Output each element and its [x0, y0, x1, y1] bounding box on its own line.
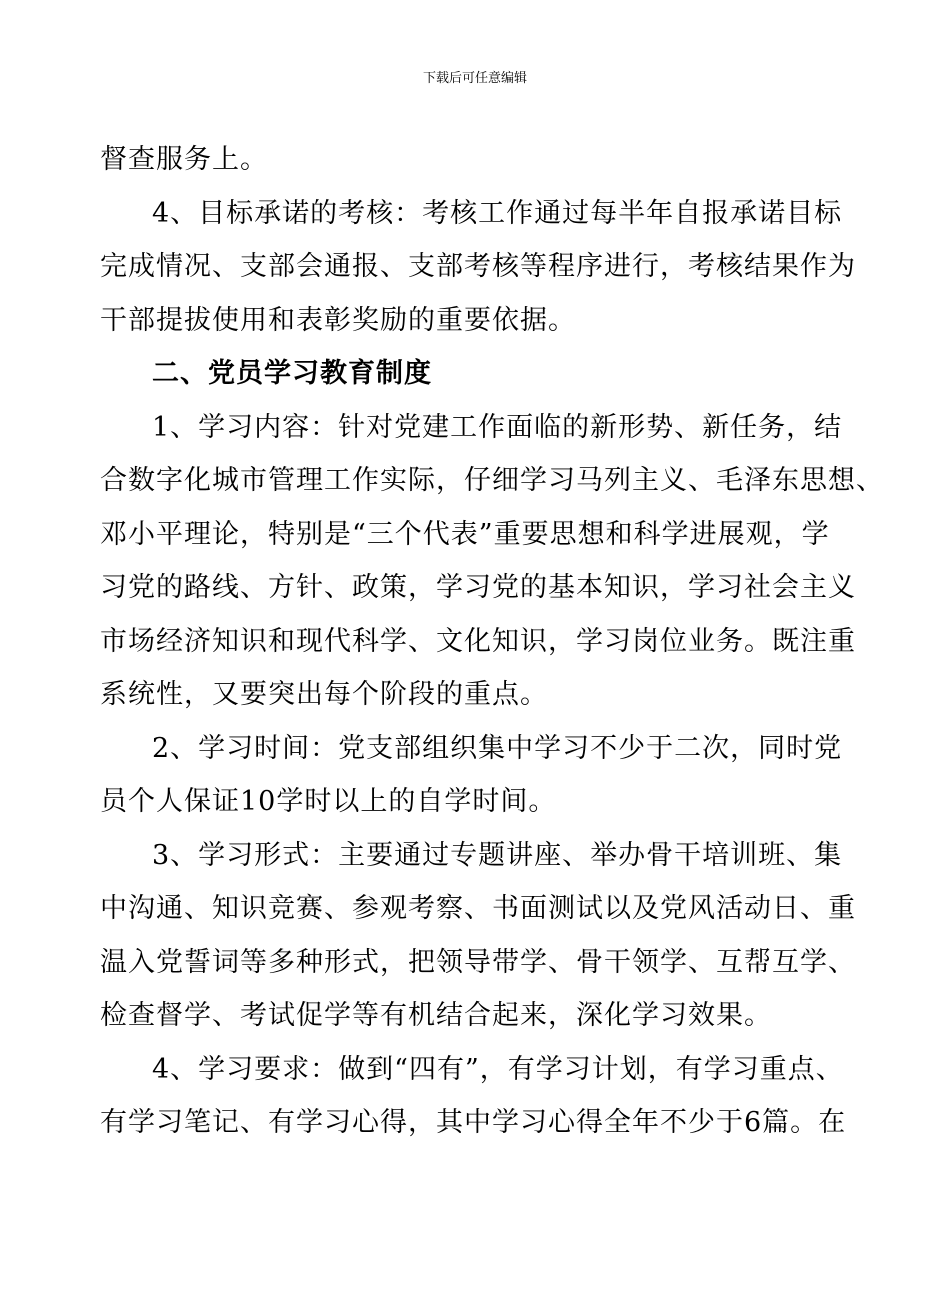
text-line: 4、学习要求：做到“四有”，有学习计划，有学习重点、	[152, 1054, 844, 1085]
text-line: 完成情况、支部会通报、支部考核等程序进行，考核结果作为	[100, 251, 856, 282]
text-line: 1、学习内容：针对党建工作面临的新形势、新任务，结	[152, 412, 843, 443]
text-line: 合数字化城市管理工作实际，仔细学习马列主义、毛泽东思想、	[100, 465, 884, 496]
text-line: 有学习笔记、有学习心得，其中学习心得全年不少于6篇。在	[100, 1107, 847, 1138]
text-line: 督查服务上。	[100, 144, 268, 175]
text-line: 4、目标承诺的考核：考核工作通过每半年自报承诺目标	[152, 198, 843, 229]
text-line: 干部提拔使用和表彰奖励的重要依据。	[100, 305, 576, 336]
text-line: 员个人保证10学时以上的自学时间。	[100, 786, 557, 817]
text-line: 2、学习时间：党支部组织集中学习不少于二次，同时党	[152, 733, 843, 764]
section-heading: 二、党员学习教育制度	[152, 358, 432, 389]
text-line: 系统性，又要突出每个阶段的重点。	[100, 679, 548, 710]
text-line: 检查督学、考试促学等有机结合起来，深化学习效果。	[100, 1000, 772, 1031]
page-header: 下载后可任意编辑	[422, 71, 527, 86]
text-line: 市场经济知识和现代科学、文化知识，学习岗位业务。既注重	[100, 626, 856, 657]
text-line: 习党的路线、方针、政策，学习党的基本知识，学习社会主义	[100, 572, 856, 603]
text-line: 3、学习形式：主要通过专题讲座、举办骨干培训班、集	[152, 840, 843, 871]
text-line: 邓小平理论，特别是“三个代表”重要思想和科学进展观，学	[100, 519, 830, 550]
text-line: 中沟通、知识竞赛、参观考察、书面测试以及党风活动日、重	[100, 893, 856, 924]
text-line: 温入党誓词等多种形式，把领导带学、骨干领学、互帮互学、	[100, 947, 856, 978]
